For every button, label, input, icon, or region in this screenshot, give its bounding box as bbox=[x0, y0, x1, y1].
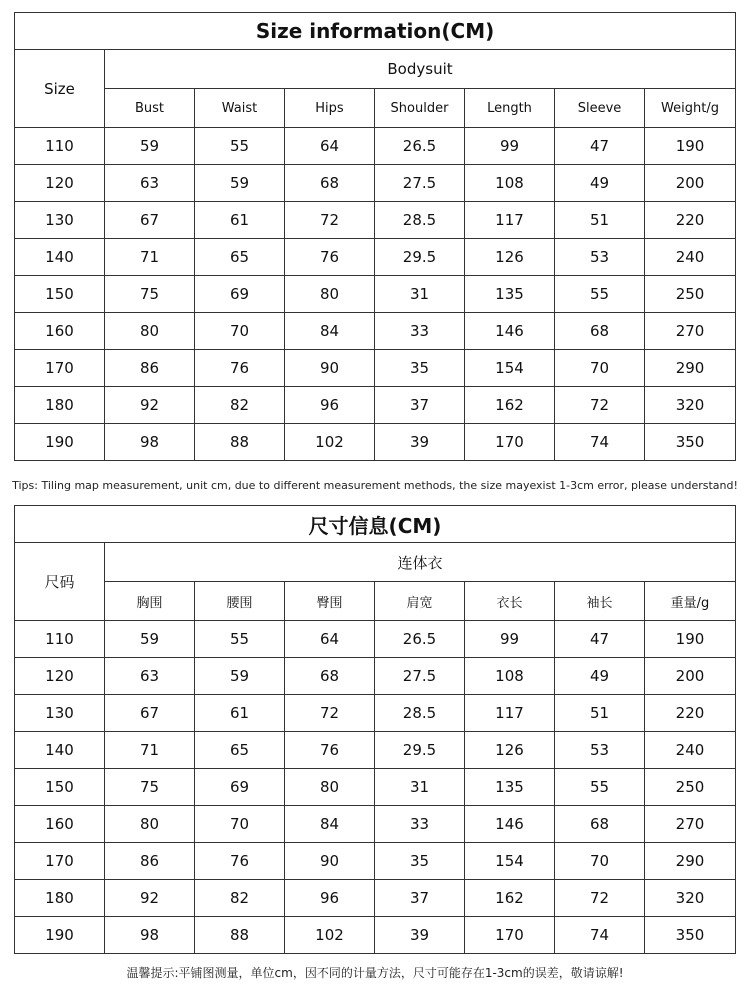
value-cell: 63 bbox=[105, 165, 195, 202]
value-cell: 220 bbox=[645, 695, 736, 732]
value-cell: 90 bbox=[285, 350, 375, 387]
value-cell: 126 bbox=[465, 732, 555, 769]
value-cell: 102 bbox=[285, 917, 375, 954]
value-cell: 33 bbox=[375, 806, 465, 843]
value-cell: 190 bbox=[645, 621, 736, 658]
value-cell: 59 bbox=[195, 165, 285, 202]
value-cell: 190 bbox=[645, 128, 736, 165]
value-cell: 59 bbox=[105, 128, 195, 165]
value-cell: 69 bbox=[195, 769, 285, 806]
value-cell: 55 bbox=[195, 128, 285, 165]
value-cell: 86 bbox=[105, 350, 195, 387]
value-cell: 84 bbox=[285, 806, 375, 843]
value-cell: 162 bbox=[465, 880, 555, 917]
value-cell: 72 bbox=[285, 695, 375, 732]
value-cell: 76 bbox=[285, 239, 375, 276]
value-cell: 67 bbox=[105, 695, 195, 732]
value-cell: 72 bbox=[555, 880, 645, 917]
size-cell: 130 bbox=[15, 695, 105, 732]
value-cell: 49 bbox=[555, 165, 645, 202]
value-cell: 117 bbox=[465, 202, 555, 239]
value-cell: 90 bbox=[285, 843, 375, 880]
value-cell: 68 bbox=[285, 165, 375, 202]
size-cell: 110 bbox=[15, 621, 105, 658]
column-header: Bust bbox=[105, 89, 195, 128]
size-cell: 150 bbox=[15, 769, 105, 806]
size-cell: 190 bbox=[15, 917, 105, 954]
value-cell: 96 bbox=[285, 880, 375, 917]
value-cell: 26.5 bbox=[375, 128, 465, 165]
value-cell: 55 bbox=[555, 276, 645, 313]
size-cell: 170 bbox=[15, 843, 105, 880]
table-row bbox=[15, 128, 736, 165]
value-cell: 270 bbox=[645, 806, 736, 843]
value-cell: 76 bbox=[285, 732, 375, 769]
value-cell: 65 bbox=[195, 732, 285, 769]
value-cell: 146 bbox=[465, 806, 555, 843]
value-cell: 80 bbox=[285, 769, 375, 806]
value-cell: 65 bbox=[195, 239, 285, 276]
table-row bbox=[15, 695, 736, 732]
value-cell: 35 bbox=[375, 350, 465, 387]
size-table-cn-block bbox=[14, 505, 735, 954]
value-cell: 33 bbox=[375, 313, 465, 350]
table-row bbox=[15, 732, 736, 769]
value-cell: 86 bbox=[105, 843, 195, 880]
table-row bbox=[15, 658, 736, 695]
size-cell: 150 bbox=[15, 276, 105, 313]
value-cell: 70 bbox=[555, 350, 645, 387]
column-header: Hips bbox=[285, 89, 375, 128]
value-cell: 135 bbox=[465, 276, 555, 313]
column-header: Waist bbox=[195, 89, 285, 128]
value-cell: 51 bbox=[555, 202, 645, 239]
value-cell: 84 bbox=[285, 313, 375, 350]
value-cell: 69 bbox=[195, 276, 285, 313]
value-cell: 108 bbox=[465, 658, 555, 695]
value-cell: 82 bbox=[195, 880, 285, 917]
value-cell: 61 bbox=[195, 202, 285, 239]
value-cell: 31 bbox=[375, 276, 465, 313]
value-cell: 55 bbox=[555, 769, 645, 806]
value-cell: 126 bbox=[465, 239, 555, 276]
size-cell: 180 bbox=[15, 880, 105, 917]
value-cell: 74 bbox=[555, 917, 645, 954]
table-row bbox=[15, 276, 736, 313]
value-cell: 162 bbox=[465, 387, 555, 424]
value-cell: 350 bbox=[645, 917, 736, 954]
table-row bbox=[15, 621, 736, 658]
column-header: Sleeve bbox=[555, 89, 645, 128]
size-cell: 160 bbox=[15, 313, 105, 350]
size-header: 尺码 bbox=[15, 543, 105, 621]
value-cell: 250 bbox=[645, 276, 736, 313]
table-row bbox=[15, 313, 736, 350]
table-row bbox=[15, 917, 736, 954]
column-header: 腰围 bbox=[195, 582, 285, 621]
value-cell: 29.5 bbox=[375, 732, 465, 769]
value-cell: 76 bbox=[195, 350, 285, 387]
value-cell: 82 bbox=[195, 387, 285, 424]
value-cell: 53 bbox=[555, 732, 645, 769]
value-cell: 92 bbox=[105, 880, 195, 917]
value-cell: 37 bbox=[375, 387, 465, 424]
value-cell: 76 bbox=[195, 843, 285, 880]
value-cell: 70 bbox=[195, 806, 285, 843]
size-header: Size bbox=[15, 50, 105, 128]
size-cell: 110 bbox=[15, 128, 105, 165]
value-cell: 70 bbox=[195, 313, 285, 350]
value-cell: 47 bbox=[555, 128, 645, 165]
column-header: Weight/g bbox=[645, 89, 736, 128]
value-cell: 102 bbox=[285, 424, 375, 461]
table-row bbox=[15, 165, 736, 202]
value-cell: 290 bbox=[645, 843, 736, 880]
table-row bbox=[15, 387, 736, 424]
value-cell: 80 bbox=[105, 313, 195, 350]
size-cell: 160 bbox=[15, 806, 105, 843]
table-row bbox=[15, 880, 736, 917]
column-header: Length bbox=[465, 89, 555, 128]
column-header: Shoulder bbox=[375, 89, 465, 128]
value-cell: 53 bbox=[555, 239, 645, 276]
size-table-en-block bbox=[14, 12, 735, 461]
value-cell: 67 bbox=[105, 202, 195, 239]
value-cell: 71 bbox=[105, 732, 195, 769]
measurement-note-cn: 温馨提示:平铺图测量，单位cm，因不同的计量方法，尺寸可能存在1-3cm的误差，敬请谅解! bbox=[126, 966, 624, 980]
value-cell: 75 bbox=[105, 769, 195, 806]
size-table-cn bbox=[14, 505, 736, 954]
table-row bbox=[15, 843, 736, 880]
value-cell: 27.5 bbox=[375, 658, 465, 695]
value-cell: 320 bbox=[645, 880, 736, 917]
value-cell: 72 bbox=[555, 387, 645, 424]
value-cell: 71 bbox=[105, 239, 195, 276]
table-body-cn bbox=[15, 621, 736, 954]
column-header: 臀围 bbox=[285, 582, 375, 621]
table-body-en bbox=[15, 128, 736, 461]
value-cell: 170 bbox=[465, 424, 555, 461]
value-cell: 200 bbox=[645, 165, 736, 202]
value-cell: 64 bbox=[285, 128, 375, 165]
size-cell: 120 bbox=[15, 658, 105, 695]
value-cell: 240 bbox=[645, 239, 736, 276]
value-cell: 240 bbox=[645, 732, 736, 769]
table-title: 尺寸信息(CM) bbox=[15, 506, 736, 543]
value-cell: 154 bbox=[465, 350, 555, 387]
value-cell: 51 bbox=[555, 695, 645, 732]
value-cell: 28.5 bbox=[375, 202, 465, 239]
group-header: 连体衣 bbox=[105, 543, 736, 582]
value-cell: 320 bbox=[645, 387, 736, 424]
column-header: 袖长 bbox=[555, 582, 645, 621]
value-cell: 35 bbox=[375, 843, 465, 880]
table-row bbox=[15, 806, 736, 843]
value-cell: 117 bbox=[465, 695, 555, 732]
value-cell: 80 bbox=[105, 806, 195, 843]
value-cell: 63 bbox=[105, 658, 195, 695]
value-cell: 59 bbox=[195, 658, 285, 695]
value-cell: 26.5 bbox=[375, 621, 465, 658]
size-cell: 180 bbox=[15, 387, 105, 424]
value-cell: 99 bbox=[465, 128, 555, 165]
table-title: Size information(CM) bbox=[15, 13, 736, 50]
value-cell: 68 bbox=[555, 313, 645, 350]
column-header: 胸围 bbox=[105, 582, 195, 621]
size-cell: 130 bbox=[15, 202, 105, 239]
size-table-en bbox=[14, 12, 736, 461]
value-cell: 29.5 bbox=[375, 239, 465, 276]
column-header: 重量/g bbox=[645, 582, 736, 621]
table-row bbox=[15, 424, 736, 461]
table-row bbox=[15, 239, 736, 276]
value-cell: 75 bbox=[105, 276, 195, 313]
value-cell: 96 bbox=[285, 387, 375, 424]
value-cell: 88 bbox=[195, 917, 285, 954]
size-cell: 170 bbox=[15, 350, 105, 387]
size-cell: 120 bbox=[15, 165, 105, 202]
value-cell: 80 bbox=[285, 276, 375, 313]
value-cell: 350 bbox=[645, 424, 736, 461]
column-header: 衣长 bbox=[465, 582, 555, 621]
value-cell: 220 bbox=[645, 202, 736, 239]
value-cell: 154 bbox=[465, 843, 555, 880]
value-cell: 68 bbox=[555, 806, 645, 843]
table-row bbox=[15, 202, 736, 239]
size-cell: 140 bbox=[15, 239, 105, 276]
value-cell: 135 bbox=[465, 769, 555, 806]
column-header: 肩宽 bbox=[375, 582, 465, 621]
value-cell: 28.5 bbox=[375, 695, 465, 732]
value-cell: 99 bbox=[465, 621, 555, 658]
value-cell: 290 bbox=[645, 350, 736, 387]
value-cell: 55 bbox=[195, 621, 285, 658]
value-cell: 61 bbox=[195, 695, 285, 732]
value-cell: 170 bbox=[465, 917, 555, 954]
value-cell: 108 bbox=[465, 165, 555, 202]
value-cell: 39 bbox=[375, 424, 465, 461]
value-cell: 39 bbox=[375, 917, 465, 954]
size-cell: 190 bbox=[15, 424, 105, 461]
value-cell: 37 bbox=[375, 880, 465, 917]
value-cell: 68 bbox=[285, 658, 375, 695]
value-cell: 47 bbox=[555, 621, 645, 658]
size-cell: 140 bbox=[15, 732, 105, 769]
value-cell: 270 bbox=[645, 313, 736, 350]
value-cell: 31 bbox=[375, 769, 465, 806]
group-header: Bodysuit bbox=[105, 50, 736, 89]
value-cell: 92 bbox=[105, 387, 195, 424]
value-cell: 59 bbox=[105, 621, 195, 658]
value-cell: 27.5 bbox=[375, 165, 465, 202]
value-cell: 64 bbox=[285, 621, 375, 658]
table-row bbox=[15, 769, 736, 806]
value-cell: 74 bbox=[555, 424, 645, 461]
value-cell: 88 bbox=[195, 424, 285, 461]
value-cell: 146 bbox=[465, 313, 555, 350]
value-cell: 70 bbox=[555, 843, 645, 880]
value-cell: 98 bbox=[105, 424, 195, 461]
value-cell: 49 bbox=[555, 658, 645, 695]
value-cell: 72 bbox=[285, 202, 375, 239]
value-cell: 200 bbox=[645, 658, 736, 695]
measurement-note-en: Tips: Tiling map measurement, unit cm, due to different measurement methods, the size mayexist 1-3cm error, please understand! bbox=[12, 479, 738, 492]
value-cell: 98 bbox=[105, 917, 195, 954]
table-row bbox=[15, 350, 736, 387]
value-cell: 250 bbox=[645, 769, 736, 806]
